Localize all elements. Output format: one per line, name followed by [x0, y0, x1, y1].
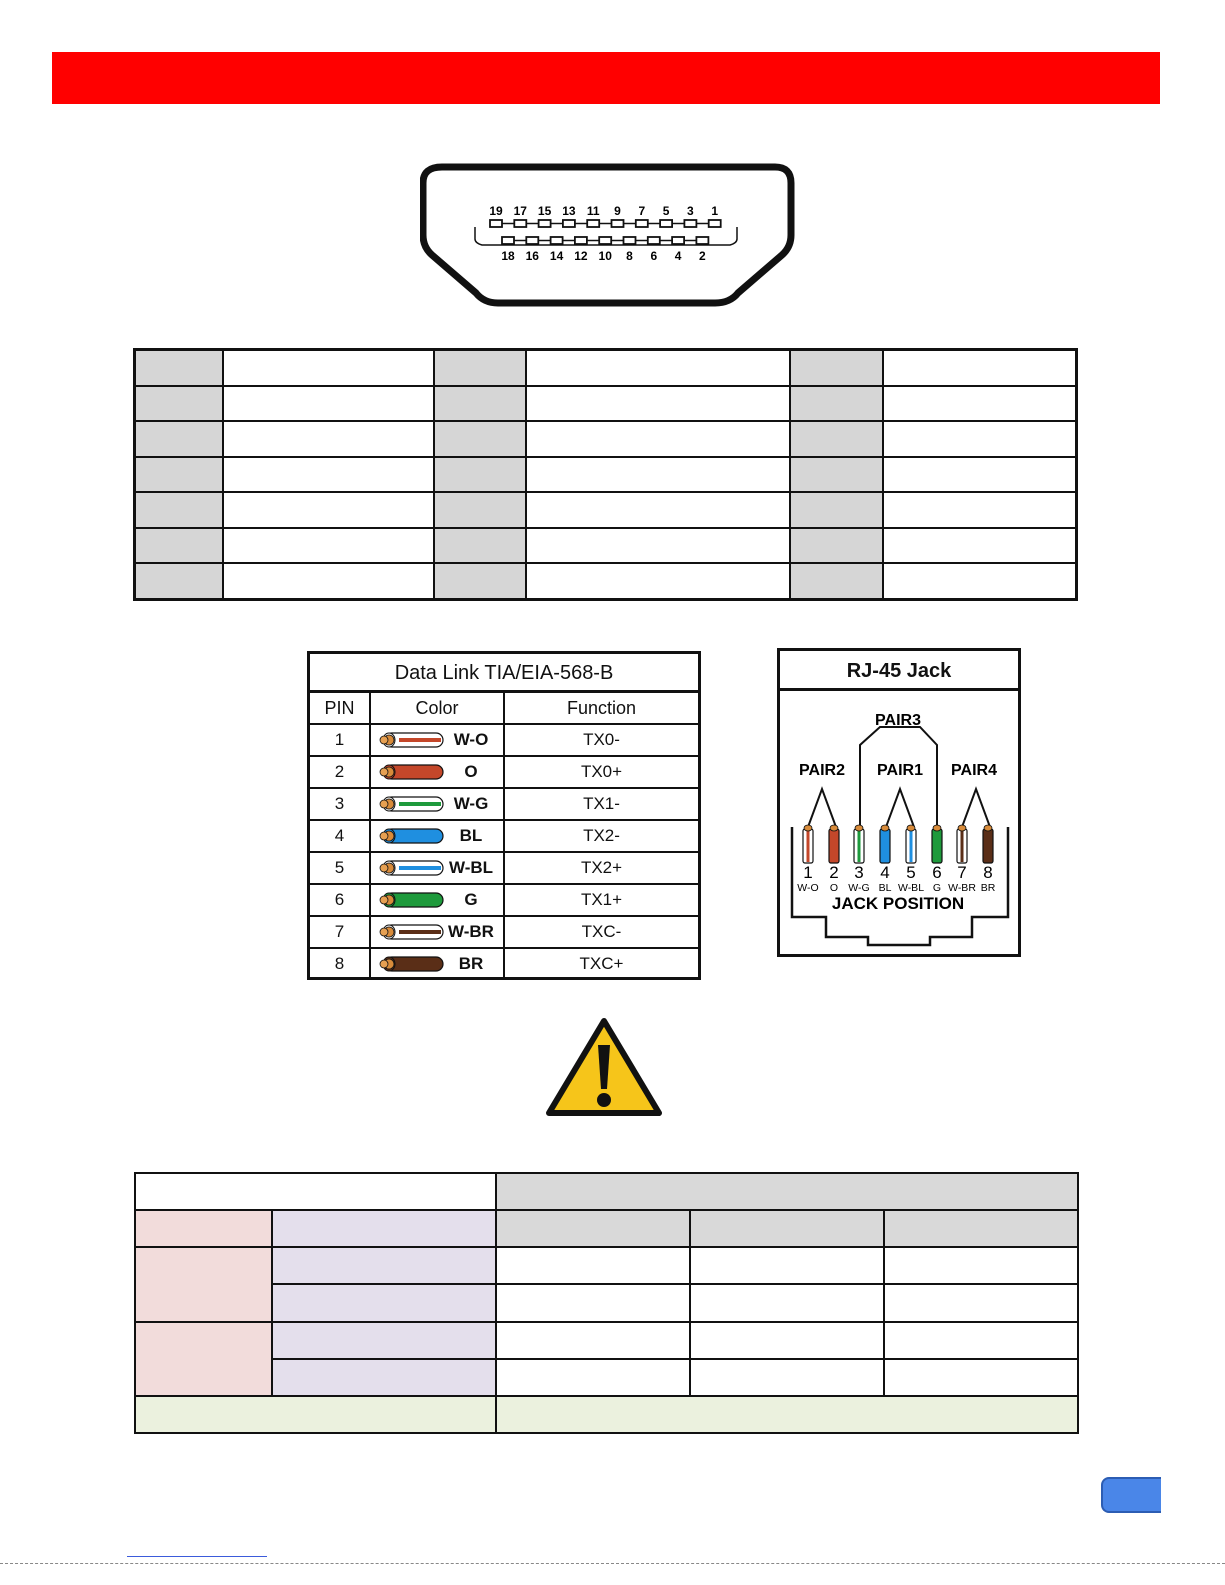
- hdmi-pin-label: 10: [598, 249, 612, 263]
- pin-number-cell: [135, 350, 223, 386]
- pin-number-cell: [135, 386, 223, 422]
- data-link-function: TX1-: [504, 788, 698, 820]
- spec-cell: [496, 1247, 690, 1284]
- pin-number-cell: [434, 528, 526, 564]
- hdmi-pin: [684, 220, 696, 227]
- header-pin: PIN: [310, 693, 370, 724]
- rj45-pair3-label: PAIR3: [875, 712, 921, 729]
- rj45-position-number: 6: [932, 863, 942, 882]
- data-link-row: [310, 820, 698, 852]
- pin-signal-cell: [526, 350, 790, 386]
- wire-icon: [379, 763, 445, 781]
- data-link-color: [370, 916, 504, 948]
- page-bottom-rule: [0, 1563, 1225, 1564]
- hdmi-pin-label: 7: [638, 204, 646, 218]
- data-link-color: [370, 884, 504, 916]
- wire-icon: [379, 923, 445, 941]
- pin-signal-cell: [223, 492, 434, 528]
- pin-number-cell: [790, 421, 883, 457]
- pin-number-cell: [434, 457, 526, 493]
- hdmi-pin: [563, 220, 575, 227]
- data-link-function: TX2-: [504, 820, 698, 852]
- pin-signal-cell: [526, 492, 790, 528]
- wire-icon: [379, 731, 445, 749]
- data-link-row: [310, 852, 698, 884]
- hdmi-pin-label: 17: [513, 204, 527, 218]
- hdmi-pin-label: 2: [699, 249, 706, 263]
- wire-icon: [379, 827, 445, 845]
- spec-cell: [690, 1284, 884, 1321]
- hdmi-pin: [709, 220, 721, 227]
- data-link-function: TXC-: [504, 916, 698, 948]
- rj45-wire-tip: [804, 825, 812, 831]
- wire-icon: [379, 891, 445, 909]
- data-link-function: TX2+: [504, 852, 698, 884]
- data-link-row: [310, 788, 698, 820]
- spec-cell: [884, 1247, 1078, 1284]
- rj45-color-code: G: [932, 882, 942, 894]
- data-link-pin: 5: [310, 852, 370, 884]
- warning-triangle-icon: [545, 1017, 663, 1117]
- pin-signal-cell: [223, 350, 434, 386]
- wire-icon: [379, 955, 445, 973]
- spec-cell: [690, 1359, 884, 1396]
- hdmi-pin-label: 3: [687, 204, 694, 218]
- spec-cell: [272, 1284, 496, 1321]
- rj45-position-number: 4: [880, 863, 890, 882]
- data-link-color: [370, 724, 504, 756]
- pin-number-cell: [434, 492, 526, 528]
- rj45-title: RJ-45 Jack: [780, 651, 1018, 691]
- pin-number-cell: [434, 563, 526, 599]
- wire-color-code: W-G: [453, 794, 489, 813]
- pin-table-row: [135, 563, 1077, 599]
- page-number-tab: [1101, 1477, 1161, 1513]
- pin-number-cell: [135, 457, 223, 493]
- data-link-row: [310, 884, 698, 916]
- header-banner: [52, 52, 1160, 104]
- wire-color-code: W-BL: [448, 858, 494, 877]
- pin-signal-cell: [526, 563, 790, 599]
- pin-table-row: [135, 421, 1077, 457]
- rj45-color-code: O: [829, 882, 839, 894]
- spec-cell: [135, 1322, 272, 1396]
- data-link-pin: 3: [310, 788, 370, 820]
- rj45-pair4-label: PAIR4: [951, 762, 997, 779]
- hdmi-pin: [575, 237, 587, 244]
- pin-number-cell: [135, 421, 223, 457]
- hdmi-connector-diagram: [420, 163, 795, 308]
- spec-cell: [272, 1210, 496, 1247]
- hdmi-pin-label: 6: [650, 249, 658, 263]
- hdmi-pin: [696, 237, 708, 244]
- pin-table-row: [135, 492, 1077, 528]
- hdmi-pin: [672, 237, 684, 244]
- hdmi-pin-label: 14: [549, 249, 564, 263]
- hdmi-pin: [648, 237, 660, 244]
- spec-cell: [496, 1210, 690, 1247]
- pin-signal-cell: [526, 528, 790, 564]
- hdmi-pin-label: 13: [562, 204, 576, 218]
- rj45-color-code: W-O: [797, 882, 819, 894]
- hdmi-pin: [502, 237, 514, 244]
- rj45-wire: [880, 829, 890, 863]
- pin-signal-cell: [223, 386, 434, 422]
- data-link-function: TX0-: [504, 724, 698, 756]
- spec-cell: [272, 1247, 496, 1284]
- pin-number-cell: [434, 421, 526, 457]
- pin-number-cell: [135, 528, 223, 564]
- rj45-pair2-label: PAIR2: [799, 762, 845, 779]
- rj45-position-number: 3: [854, 863, 864, 882]
- pin-table-row: [135, 386, 1077, 422]
- pin-signal-cell: [883, 528, 1077, 564]
- pin-number-cell: [790, 528, 883, 564]
- data-link-pin: 7: [310, 916, 370, 948]
- pin-number-cell: [135, 563, 223, 599]
- pin-signal-cell: [223, 563, 434, 599]
- pin-number-cell: [790, 350, 883, 386]
- wire-color-code: BL: [459, 826, 483, 845]
- pin-signal-cell: [223, 528, 434, 564]
- rj45-position-number: 8: [983, 863, 993, 882]
- pin-table-row: [135, 457, 1077, 493]
- data-link-pin: 1: [310, 724, 370, 756]
- spec-footer-left: [135, 1396, 496, 1433]
- pin-number-cell: [790, 386, 883, 422]
- rj45-wire-stripe: [858, 831, 861, 862]
- data-link-title: Data Link TIA/EIA-568-B: [310, 654, 698, 693]
- spec-cell: [690, 1322, 884, 1359]
- rj45-wire-tip: [907, 825, 915, 831]
- hdmi-pin: [490, 220, 502, 227]
- data-link-color: [370, 788, 504, 820]
- pin-signal-cell: [883, 386, 1077, 422]
- data-link-function: TX0+: [504, 756, 698, 788]
- rj45-wire-stripe: [961, 831, 964, 862]
- data-link-function: TXC+: [504, 948, 698, 979]
- spec-cell: [884, 1284, 1078, 1321]
- rj45-wire-tip: [984, 825, 992, 831]
- hdmi-pin: [526, 237, 538, 244]
- rj45-jack-position-label: JACK POSITION: [831, 894, 965, 913]
- rj45-color-code: BL: [878, 882, 892, 894]
- pin-number-cell: [135, 492, 223, 528]
- wire-icon: [379, 859, 445, 877]
- rj45-position-number: 5: [906, 863, 916, 882]
- data-link-color: [370, 756, 504, 788]
- spec-cell: [496, 1284, 690, 1321]
- rj45-position-number: 2: [829, 863, 839, 882]
- pin-signal-cell: [883, 492, 1077, 528]
- wire-color-code: O: [464, 762, 478, 781]
- hdmi-pin: [587, 220, 599, 227]
- pin-signal-cell: [883, 563, 1077, 599]
- pin-number-cell: [434, 350, 526, 386]
- spec-cell: [690, 1247, 884, 1284]
- hdmi-pin: [514, 220, 526, 227]
- rj45-wire-tip: [881, 825, 889, 831]
- hdmi-pin-label: 19: [489, 204, 503, 218]
- pin-number-cell: [790, 457, 883, 493]
- data-link-table: [307, 651, 701, 980]
- wire-color-code: BR: [458, 954, 484, 973]
- rj45-wire: [932, 829, 942, 863]
- hdmi-pin: [624, 237, 636, 244]
- hdmi-pin: [551, 237, 563, 244]
- data-link-pin: 6: [310, 884, 370, 916]
- hdmi-pin-label: 12: [574, 249, 588, 263]
- pin-number-cell: [790, 492, 883, 528]
- header-function: Function: [504, 693, 698, 724]
- rj45-wire-tip: [933, 825, 941, 831]
- hdmi-pin-label: 16: [525, 249, 539, 263]
- pin-signal-cell: [526, 386, 790, 422]
- hdmi-pin: [539, 220, 551, 227]
- rj45-position-number: 7: [957, 863, 967, 882]
- data-link-row: [310, 724, 698, 756]
- hdmi-pin: [660, 220, 672, 227]
- pin-signal-cell: [223, 421, 434, 457]
- rj45-jack-diagram: [777, 648, 1021, 957]
- data-link-pin: 8: [310, 948, 370, 979]
- spec-cell: [272, 1322, 496, 1359]
- spec-cell: [690, 1210, 884, 1247]
- rj45-wire: [829, 829, 839, 863]
- hdmi-pin-label: 9: [614, 204, 621, 218]
- rj45-position-number: 1: [803, 863, 813, 882]
- spec-cell: [496, 1322, 690, 1359]
- hdmi-pin-label: 1: [711, 204, 719, 218]
- pin-signal-cell: [883, 421, 1077, 457]
- data-link-pin: 4: [310, 820, 370, 852]
- data-link-row: [310, 948, 698, 979]
- spec-table: [134, 1172, 1079, 1434]
- hdmi-pin-label: 5: [662, 204, 670, 218]
- spec-cell: [135, 1210, 272, 1247]
- spec-header-left: [135, 1173, 496, 1210]
- hdmi-pin-label: 15: [537, 204, 552, 218]
- hdmi-pin: [599, 237, 611, 244]
- rj45-wire-tip: [855, 825, 863, 831]
- rj45-wire-tip: [958, 825, 966, 831]
- rj45-color-code: W-BR: [948, 882, 976, 894]
- pin-signal-cell: [223, 457, 434, 493]
- pin-signal-cell: [526, 421, 790, 457]
- rj45-color-code: W-BL: [897, 882, 925, 894]
- data-link-color: [370, 948, 504, 979]
- hdmi-pin: [636, 220, 648, 227]
- pin-table-row: [135, 528, 1077, 564]
- header-color: Color: [370, 693, 504, 724]
- spec-cell: [884, 1359, 1078, 1396]
- data-link-color: [370, 820, 504, 852]
- wire-color-code: G: [464, 890, 478, 909]
- pin-signal-cell: [883, 457, 1077, 493]
- hdmi-pin-label: 8: [626, 249, 633, 263]
- rj45-color-code: W-G: [848, 882, 870, 894]
- pin-table-row: [135, 350, 1077, 386]
- rj45-jack-drawing: [780, 691, 1018, 955]
- hdmi-pin-label: 11: [586, 204, 600, 218]
- footer-link-underline: [127, 1556, 267, 1557]
- spec-footer-right: [496, 1396, 1078, 1433]
- rj45-wire-stripe: [910, 831, 913, 862]
- data-link-function: TX1+: [504, 884, 698, 916]
- data-link-pin: 2: [310, 756, 370, 788]
- spec-cell: [272, 1359, 496, 1396]
- data-link-row: [310, 916, 698, 948]
- rj45-pair1-label: PAIR1: [877, 762, 923, 779]
- wire-color-code: W-O: [453, 730, 489, 749]
- wire-color-code: W-BR: [448, 922, 494, 941]
- spec-cell: [884, 1322, 1078, 1359]
- rj45-wire-tip: [830, 825, 838, 831]
- hdmi-pin-table: [133, 348, 1078, 601]
- hdmi-pin-label: 4: [674, 249, 682, 263]
- pin-number-cell: [790, 563, 883, 599]
- pin-number-cell: [434, 386, 526, 422]
- hdmi-pin-label: 18: [501, 249, 515, 263]
- hdmi-pin: [612, 220, 624, 227]
- data-link-row: [310, 756, 698, 788]
- wire-icon: [379, 795, 445, 813]
- spec-cell: [884, 1210, 1078, 1247]
- rj45-color-code: BR: [980, 882, 996, 894]
- data-link-color: [370, 852, 504, 884]
- rj45-wire-stripe: [807, 831, 810, 862]
- spec-cell: [496, 1359, 690, 1396]
- spec-cell: [135, 1247, 272, 1321]
- pin-signal-cell: [883, 350, 1077, 386]
- spec-header-right: [496, 1173, 1078, 1210]
- pin-signal-cell: [526, 457, 790, 493]
- rj45-wire: [983, 829, 993, 863]
